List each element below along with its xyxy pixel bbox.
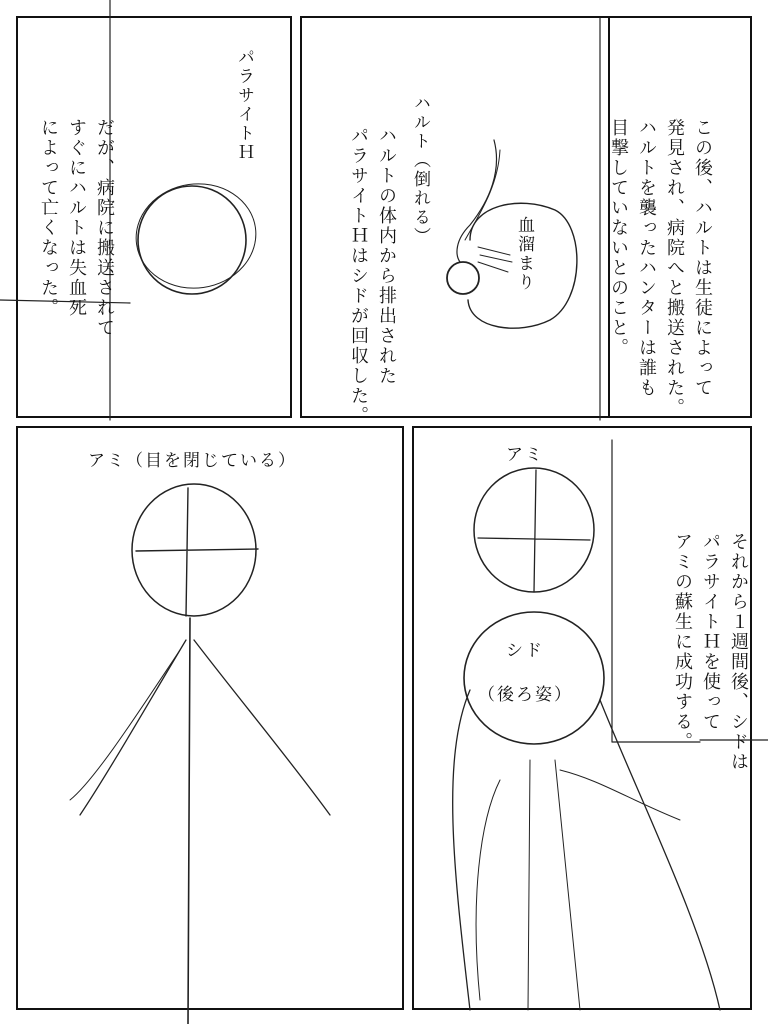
label-ami-revived: アミ — [506, 445, 544, 465]
halt-head-sketch — [447, 262, 479, 294]
label-sid-back-view: （後ろ姿） — [478, 685, 573, 705]
label-blood-puddle: 血溜まり — [514, 216, 534, 292]
narration-line: パラサイトＨはシドが回収した。 — [348, 126, 369, 426]
narration-top-right — [576, 26, 744, 418]
narration-line: アミの蘇生に成功する。 — [672, 532, 693, 752]
label-sid: シド — [506, 641, 544, 661]
ami-standing-body-sketch — [188, 618, 190, 1024]
narration-line: ハルトの体内から排出された — [376, 126, 397, 386]
narration-line: それから１週間後、シドは — [728, 532, 749, 772]
narration-line: 発見され、病院へと搬送された。 — [664, 118, 685, 418]
narration-line: だが、病院に搬送されて — [94, 118, 115, 338]
narration-bottom-right — [640, 440, 768, 772]
narration-line: パラサイトＨを使って — [700, 532, 721, 732]
narration-line: によって亡くなった。 — [38, 118, 59, 318]
narration-top-left — [6, 26, 146, 338]
narration-line: この後、ハルトは生徒によって — [692, 118, 713, 398]
narration-line: ハルトを襲ったハンターは誰も — [636, 118, 657, 398]
sid-head-sketch — [464, 612, 604, 744]
narration-line: すぐにハルトは失血死 — [66, 118, 87, 318]
narration-line: 目撃していないとのこと。 — [608, 118, 629, 358]
label-halt-collapsed: ハルト（倒れる） — [410, 94, 430, 246]
label-parasite-h: パラサイトＨ — [234, 48, 254, 162]
label-ami-eyes-closed: アミ（目を閉じている） — [88, 451, 297, 471]
sid-body-sketch — [453, 690, 470, 1010]
